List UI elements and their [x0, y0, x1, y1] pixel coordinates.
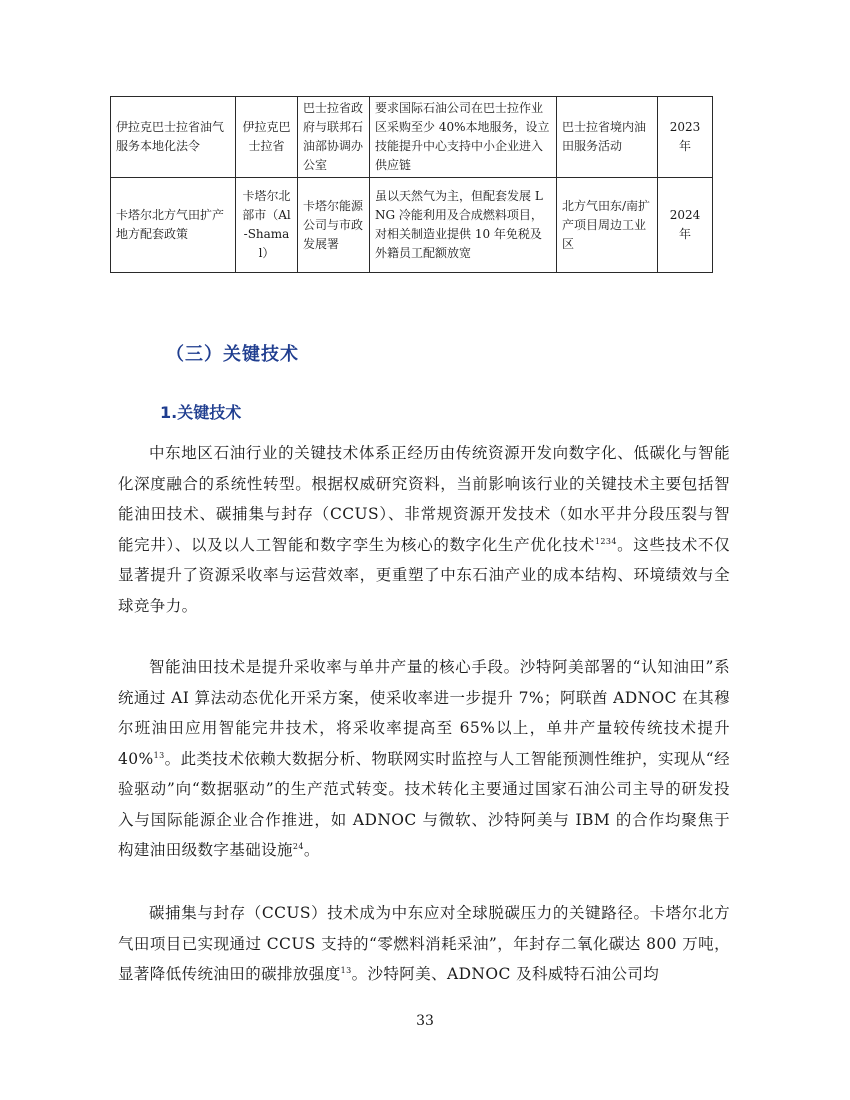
- paragraph-text: 中东地区石油行业的关键技术体系正经历由传统资源开发向数字化、低碳化与智能化深度融合的系统性转型。根据权威研究资料，当前影响该行业的关键技术主要包括智能油田技术、碳捕集与封存（CCUS）、非常规资源开发技术（如水平井分段压裂与智能完井）、以及以人工智能和数字孪生为核心的数字化生产优化技术: [118, 444, 730, 554]
- paragraph-ccus: [118, 898, 730, 990]
- paragraph-smart-oilfield: [118, 652, 730, 866]
- cell-year: 2024 年: [658, 178, 713, 273]
- cell-content: 要求国际石油公司在巴士拉作业区采购至少 40%本地服务，设立技能提升中心支持中小企业进入供应链: [370, 97, 557, 178]
- citation: 24: [292, 841, 304, 851]
- policy-table: [110, 96, 713, 273]
- cell-agency: 巴士拉省政府与联邦石油部协调办公室: [298, 97, 370, 178]
- table-row: [111, 178, 713, 273]
- cell-region: 伊拉克巴士拉省: [236, 97, 298, 178]
- paragraph-text: 智能油田技术是提升采收率与单井产量的核心手段。沙特阿美部署的“认知油田”系统通过 AI 算法动态优化开采方案，使采收率进一步提升 7%；阿联酋 ADNOC 在其穆尔班油田应用智能完井技术，将采收率提高至 65%以上，单井产量较传统技术提升 40%: [118, 658, 730, 768]
- cell-region: 卡塔尔北部市（Al-Shamal）: [236, 178, 298, 273]
- cell-scope: 巴士拉省境内油田服务活动: [557, 97, 658, 178]
- paragraph-intro: [118, 438, 730, 621]
- citation: 13: [153, 750, 165, 760]
- citation: 1234: [594, 536, 617, 546]
- page-number: 33: [416, 1013, 434, 1029]
- cell-content: 虽以天然气为主，但配套发展 LNG 冷能利用及合成燃料项目，对相关制造业提供 10 年免税及外籍员工配额放宽: [370, 178, 557, 273]
- cell-scope: 北方气田东/南扩产项目周边工业区: [557, 178, 658, 273]
- paragraph-text: 。此类技术依赖大数据分析、物联网实时监控与人工智能预测性维护，实现从“经验驱动”向“数据驱动”的生产范式转变。技术转化主要通过国家石油公司主导的研发投入与国际能源企业合作推进，如 ADNOC 与微软、沙特阿美与 IBM 的合作均聚焦于构建油田级数字基础设施: [118, 749, 730, 859]
- paragraph-text: 。沙特阿美、ADNOC 及科威特石油公司均: [351, 965, 660, 983]
- cell-policy: 卡塔尔北方气田扩产地方配套政策: [111, 178, 236, 273]
- paragraph-text: 。: [303, 841, 320, 859]
- citation: 13: [340, 965, 352, 975]
- table-row: [111, 97, 713, 178]
- cell-policy: 伊拉克巴士拉省油气服务本地化法令: [111, 97, 236, 178]
- sub-heading: 1.关键技术: [160, 403, 242, 422]
- cell-year: 2023 年: [658, 97, 713, 178]
- paragraph-text: 碳捕集与封存（CCUS）技术成为中东应对全球脱碳压力的关键路径。卡塔尔北方气田项目已实现通过 CCUS 支持的“零燃料消耗采油”，年封存二氧化碳达 800 万吨，显著降低传统油田的碳排放强度: [118, 904, 730, 983]
- cell-agency: 卡塔尔能源公司与市政发展署: [298, 178, 370, 273]
- section-heading: （三）关键技术: [166, 344, 299, 365]
- paragraph-text: 。这些技术不仅显著提升了资源采收率与运营效率，更重塑了中东石油产业的成本结构、环境绩效与全球竞争力。: [118, 535, 730, 615]
